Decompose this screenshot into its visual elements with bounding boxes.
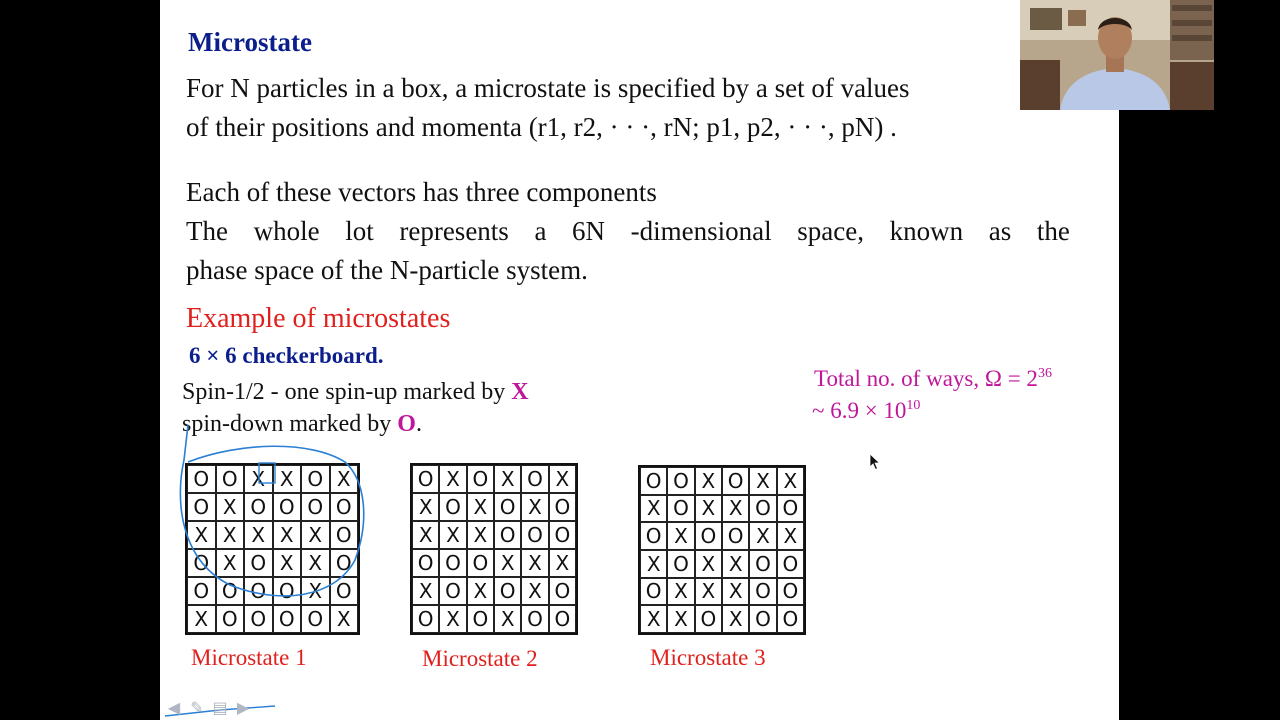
body-line-3: Each of these vectors has three components (186, 177, 657, 207)
microstate-2-grid (410, 463, 578, 635)
grid-cell: O (667, 550, 694, 578)
word: -dimensional (630, 216, 772, 246)
spin-down-period: . (415, 411, 422, 437)
grid-cell: O (187, 549, 216, 577)
grid-cell: X (273, 465, 302, 493)
grid-cell: O (412, 549, 439, 577)
grid-cell: O (494, 521, 521, 549)
grid-cell: O (187, 577, 216, 605)
mouse-cursor-icon (869, 453, 881, 471)
total-ways-exponent: 36 (1037, 366, 1052, 381)
grid-cell: O (494, 577, 521, 605)
grid-cell: O (187, 465, 216, 493)
word: The (186, 216, 228, 246)
grid-cell: X (439, 465, 466, 493)
grid-cell: X (494, 605, 521, 633)
grid-cell: X (494, 549, 521, 577)
slide (160, 0, 1119, 720)
grid-cell: O (412, 465, 439, 493)
grid-cell: O (216, 605, 245, 633)
word: as (988, 216, 1012, 246)
grid-cell: X (216, 493, 245, 521)
grid-cell: X (521, 549, 548, 577)
grid-cell: O (640, 522, 667, 550)
spin-down-text: spin-down marked by (182, 411, 398, 437)
grid-cell: X (777, 467, 804, 495)
grid-cell: O (439, 493, 466, 521)
grid-cell: X (777, 522, 804, 550)
grid-cell: O (467, 605, 494, 633)
example-heading: Example of microstates (186, 303, 451, 334)
spin-down-description (182, 411, 422, 438)
grid-cell: O (412, 605, 439, 633)
grid-cell: O (330, 521, 359, 549)
grid-cell: X (549, 549, 576, 577)
grid-cell: O (216, 465, 245, 493)
checkerboard-subheading: 6 × 6 checkerboard. (189, 343, 384, 368)
grid-cell: O (549, 605, 576, 633)
grid-cell: X (549, 465, 576, 493)
grid-cell: X (722, 495, 749, 523)
microstate-1-grid (185, 463, 360, 635)
grid-cell: X (467, 521, 494, 549)
microstate-2-label: Microstate 2 (422, 646, 538, 671)
total-ways-text: Total no. of ways, Ω = 2 (814, 366, 1038, 391)
grid-cell: O (273, 577, 302, 605)
spin-down-symbol: O (397, 411, 416, 437)
grid-cell: O (549, 577, 576, 605)
grid-cell: X (467, 577, 494, 605)
word: represents (399, 216, 509, 246)
grid-cell: O (494, 493, 521, 521)
grid-cell: O (273, 605, 302, 633)
word: space, (797, 216, 864, 246)
grid-cell: O (244, 605, 273, 633)
grid-cell: O (521, 521, 548, 549)
grid-cell: X (640, 495, 667, 523)
grid-cell: X (695, 578, 722, 606)
body-line-1: For N particles in a box, a microstate is specified by a set of values (186, 73, 910, 103)
approx-value (812, 398, 920, 424)
grid-cell: O (467, 465, 494, 493)
approx-value-text: ~ 6.9 × 10 (812, 398, 907, 423)
word: the (1036, 216, 1070, 246)
slide-navigation-bar (164, 696, 253, 718)
grid-cell: O (244, 577, 273, 605)
grid-cell: X (722, 578, 749, 606)
grid-cell: O (301, 493, 330, 521)
grid-cell: O (439, 549, 466, 577)
grid-cell: O (273, 493, 302, 521)
pen-icon[interactable]: ✎ (190, 697, 204, 717)
word: a (534, 216, 547, 246)
grid-cell: O (216, 577, 245, 605)
grid-cell: X (667, 522, 694, 550)
microstate-3-grid (638, 465, 806, 635)
grid-cell: O (722, 522, 749, 550)
total-ways (814, 366, 1052, 392)
grid-cell: O (330, 493, 359, 521)
grid-cell: X (412, 577, 439, 605)
body-line-5: phase space of the N-particle system. (186, 255, 588, 285)
body-line-2: of their positions and momenta (r1, r2, · · ·, rN; p1, p2, · · ·, pN) . (186, 112, 897, 142)
grid-cell: X (330, 465, 359, 493)
grid-cell: X (273, 521, 302, 549)
arrow-left-icon[interactable]: ◀ (167, 697, 181, 717)
grid-cell: O (640, 467, 667, 495)
word: lot (345, 216, 374, 246)
slide-title: Microstate (188, 27, 312, 57)
grid-cell: X (330, 605, 359, 633)
grid-cell: O (695, 522, 722, 550)
grid-cell: O (244, 549, 273, 577)
approx-exponent: 10 (906, 398, 921, 413)
grid-cell: O (521, 465, 548, 493)
grid-cell: O (722, 467, 749, 495)
grid-cell: O (749, 605, 776, 633)
grid-cell: O (549, 521, 576, 549)
grid-cell: O (301, 465, 330, 493)
grid-cell: O (521, 605, 548, 633)
spin-up-symbol: X (511, 379, 529, 405)
grid-cell: O (301, 605, 330, 633)
grid-cell: O (330, 549, 359, 577)
grid-cell: X (667, 605, 694, 633)
grid-cell: X (439, 521, 466, 549)
grid-cell: X (722, 605, 749, 633)
grid-cell: X (695, 495, 722, 523)
word: known (889, 216, 964, 246)
microstate-3-label: Microstate 3 (650, 645, 766, 670)
grid-cell: O (749, 495, 776, 523)
grid-cell: X (722, 550, 749, 578)
arrow-right-icon[interactable]: ▶ (236, 697, 250, 717)
grid-cell: O (667, 467, 694, 495)
spin-up-text: Spin-1/2 - one spin-up marked by (182, 379, 512, 405)
grid-cell: X (412, 493, 439, 521)
grid-cell: X (301, 521, 330, 549)
menu-icon[interactable]: ▤ (212, 697, 228, 717)
grid-cell: O (777, 550, 804, 578)
grid-cell: X (640, 605, 667, 633)
grid-cell: X (521, 577, 548, 605)
grid-cell: X (301, 577, 330, 605)
grid-cell: X (273, 549, 302, 577)
grid-cell: O (439, 577, 466, 605)
grid-cell: X (412, 521, 439, 549)
grid-cell: O (244, 493, 273, 521)
grid-cell: X (521, 493, 548, 521)
grid-cell: O (187, 493, 216, 521)
grid-cell: O (777, 495, 804, 523)
grid-cell: O (695, 605, 722, 633)
grid-cell: X (695, 550, 722, 578)
grid-cell: O (640, 578, 667, 606)
grid-cell: X (695, 467, 722, 495)
grid-cell: O (549, 493, 576, 521)
body-line-4 (186, 216, 1070, 247)
grid-cell: X (749, 467, 776, 495)
presenter-webcam-feed (1020, 0, 1214, 110)
grid-cell: O (777, 578, 804, 606)
word: 6N (572, 216, 606, 246)
word: whole (253, 216, 320, 246)
spin-up-description (182, 379, 529, 406)
grid-cell: X (216, 521, 245, 549)
grid-cell: X (244, 521, 273, 549)
grid-cell: O (667, 495, 694, 523)
grid-cell: O (749, 550, 776, 578)
microstate-1-label: Microstate 1 (191, 645, 307, 670)
grid-cell: O (749, 578, 776, 606)
grid-cell: X (439, 605, 466, 633)
grid-cell: O (777, 605, 804, 633)
grid-cell: O (467, 549, 494, 577)
grid-cell: X (244, 465, 273, 493)
grid-cell: O (330, 577, 359, 605)
grid-cell: X (640, 550, 667, 578)
grid-cell: X (749, 522, 776, 550)
grid-cell: X (467, 493, 494, 521)
grid-cell: X (667, 578, 694, 606)
grid-cell: X (494, 465, 521, 493)
grid-cell: X (301, 549, 330, 577)
grid-cell: X (216, 549, 245, 577)
grid-cell: X (187, 605, 216, 633)
grid-cell: X (187, 521, 216, 549)
